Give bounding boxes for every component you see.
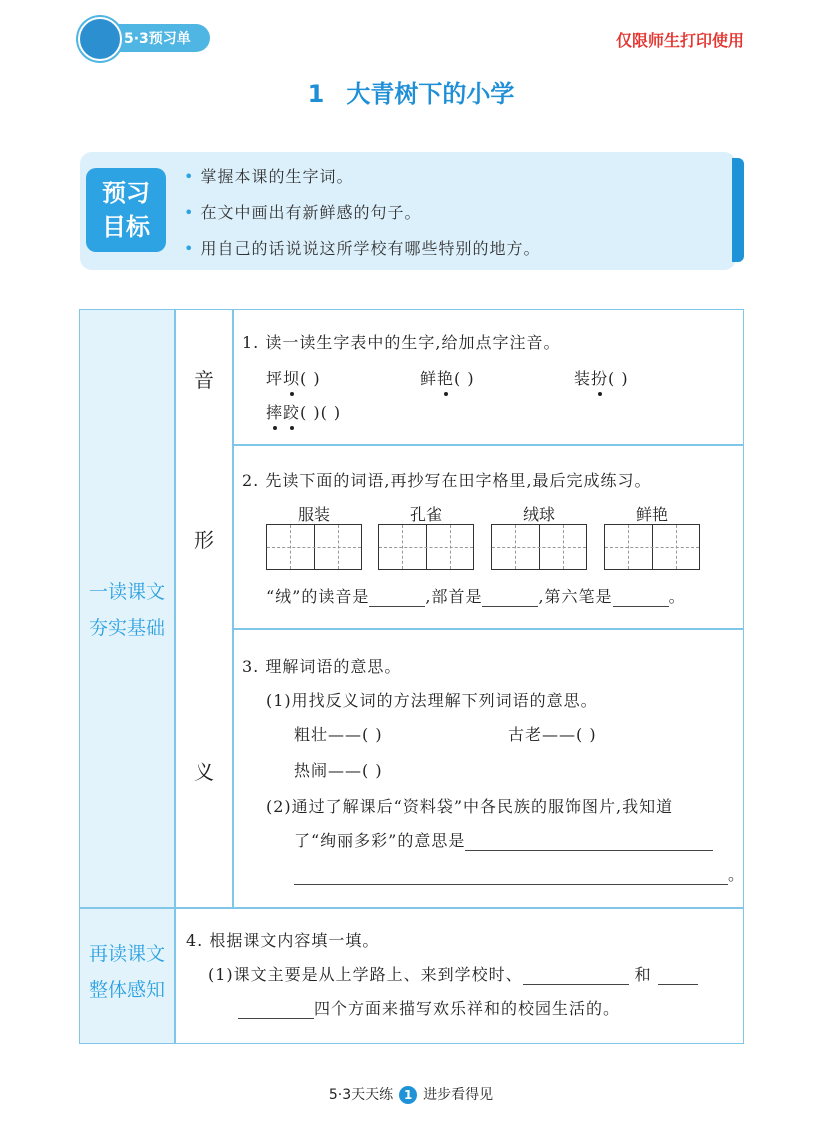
- page-title: [0, 74, 822, 109]
- row-label-xing: 形: [194, 528, 214, 552]
- q2-fill-line: “绒”的读音是 ,部首是 ,第六笔是 。: [266, 587, 686, 606]
- goal-item: • 在文中画出有新鲜感的句子。: [184, 203, 422, 222]
- series-label: 5·3预习单: [124, 31, 191, 47]
- tianzige-box[interactable]: [604, 524, 700, 570]
- tianzige-box[interactable]: [378, 524, 474, 570]
- q2-word: 鲜艳: [635, 505, 668, 524]
- answer-blank[interactable]: [613, 588, 669, 607]
- q3-word-2: 古老——( ): [508, 725, 597, 744]
- answer-blank[interactable]: [369, 588, 425, 607]
- q1-word-2: 鲜艳( ): [420, 369, 475, 388]
- q1-word-3: 装扮( ): [574, 369, 629, 388]
- answer-blank[interactable]: [294, 866, 728, 885]
- question-4: 4. 根据课文内容填一填。: [186, 931, 380, 950]
- answer-blank[interactable]: [238, 1000, 314, 1019]
- q3-sub-1: (1)用找反义词的方法理解下列词语的意思。: [266, 691, 598, 710]
- page-number-badge: 1: [399, 1086, 417, 1104]
- answer-blank[interactable]: [658, 966, 698, 985]
- section1-label: 一读课文 夯实基础: [88, 581, 165, 639]
- answer-blank[interactable]: [523, 966, 629, 985]
- q3-sub-2: (2)通过了解课后“资料袋”中各民族的服饰图片,我知道: [266, 797, 674, 816]
- section2-label: 再读课文 整体感知: [88, 943, 165, 1001]
- goal-item: • 掌握本课的生字词。: [184, 167, 354, 186]
- goal-item: • 用自己的话说说这所学校有哪些特别的地方。: [184, 239, 541, 258]
- lesson-number: 1: [307, 80, 325, 108]
- q3-word-3: 热闹——( ): [294, 761, 383, 780]
- page-footer: 5·3天天练 1 进步看得见: [328, 1087, 494, 1103]
- mascot-icon: [78, 17, 122, 61]
- tianzige-box[interactable]: [491, 524, 587, 570]
- q2-word: 孔雀: [409, 505, 442, 524]
- q1-word-4: 摔跤( )( ): [266, 403, 342, 422]
- goals-accent-strip: [732, 158, 744, 262]
- q3-sub-2-line3: 。: [294, 862, 745, 885]
- question-3: 3. 理解词语的意思。: [242, 657, 402, 676]
- question-2: 2. 先读下面的词语,再抄写在田字格里,最后完成练习。: [242, 471, 652, 490]
- q2-word: 服装: [297, 505, 330, 524]
- goals-badge: [86, 168, 166, 252]
- lesson-title: 大青树下的小学: [346, 80, 515, 108]
- q1-word-1: 坪坝( ): [266, 369, 321, 388]
- q3-sub-2-line2: 了“绚丽多彩”的意思是: [294, 828, 713, 851]
- question-1: 1. 读一读生字表中的生字,给加点字注音。: [242, 333, 561, 352]
- q4-sub-1: (1)课文主要是从上学路上、来到学校时、 和: [208, 962, 698, 985]
- row-label-yi: 义: [194, 760, 214, 784]
- q4-sub-1-line2: 四个方面来描写欢乐祥和的校园生活的。: [238, 996, 620, 1019]
- goals-badge-line2: 目标: [102, 213, 150, 241]
- restriction-note: 仅限师生打印使用: [615, 31, 744, 50]
- answer-blank[interactable]: [465, 832, 713, 851]
- exercise-table: [79, 309, 744, 1044]
- q2-word: 绒球: [522, 505, 555, 524]
- goals-badge-line1: 预习: [102, 179, 150, 207]
- answer-blank[interactable]: [482, 588, 538, 607]
- tianzige-box[interactable]: [266, 524, 362, 570]
- row-label-yin: 音: [194, 368, 214, 392]
- q3-word-1: 粗壮——( ): [294, 725, 383, 744]
